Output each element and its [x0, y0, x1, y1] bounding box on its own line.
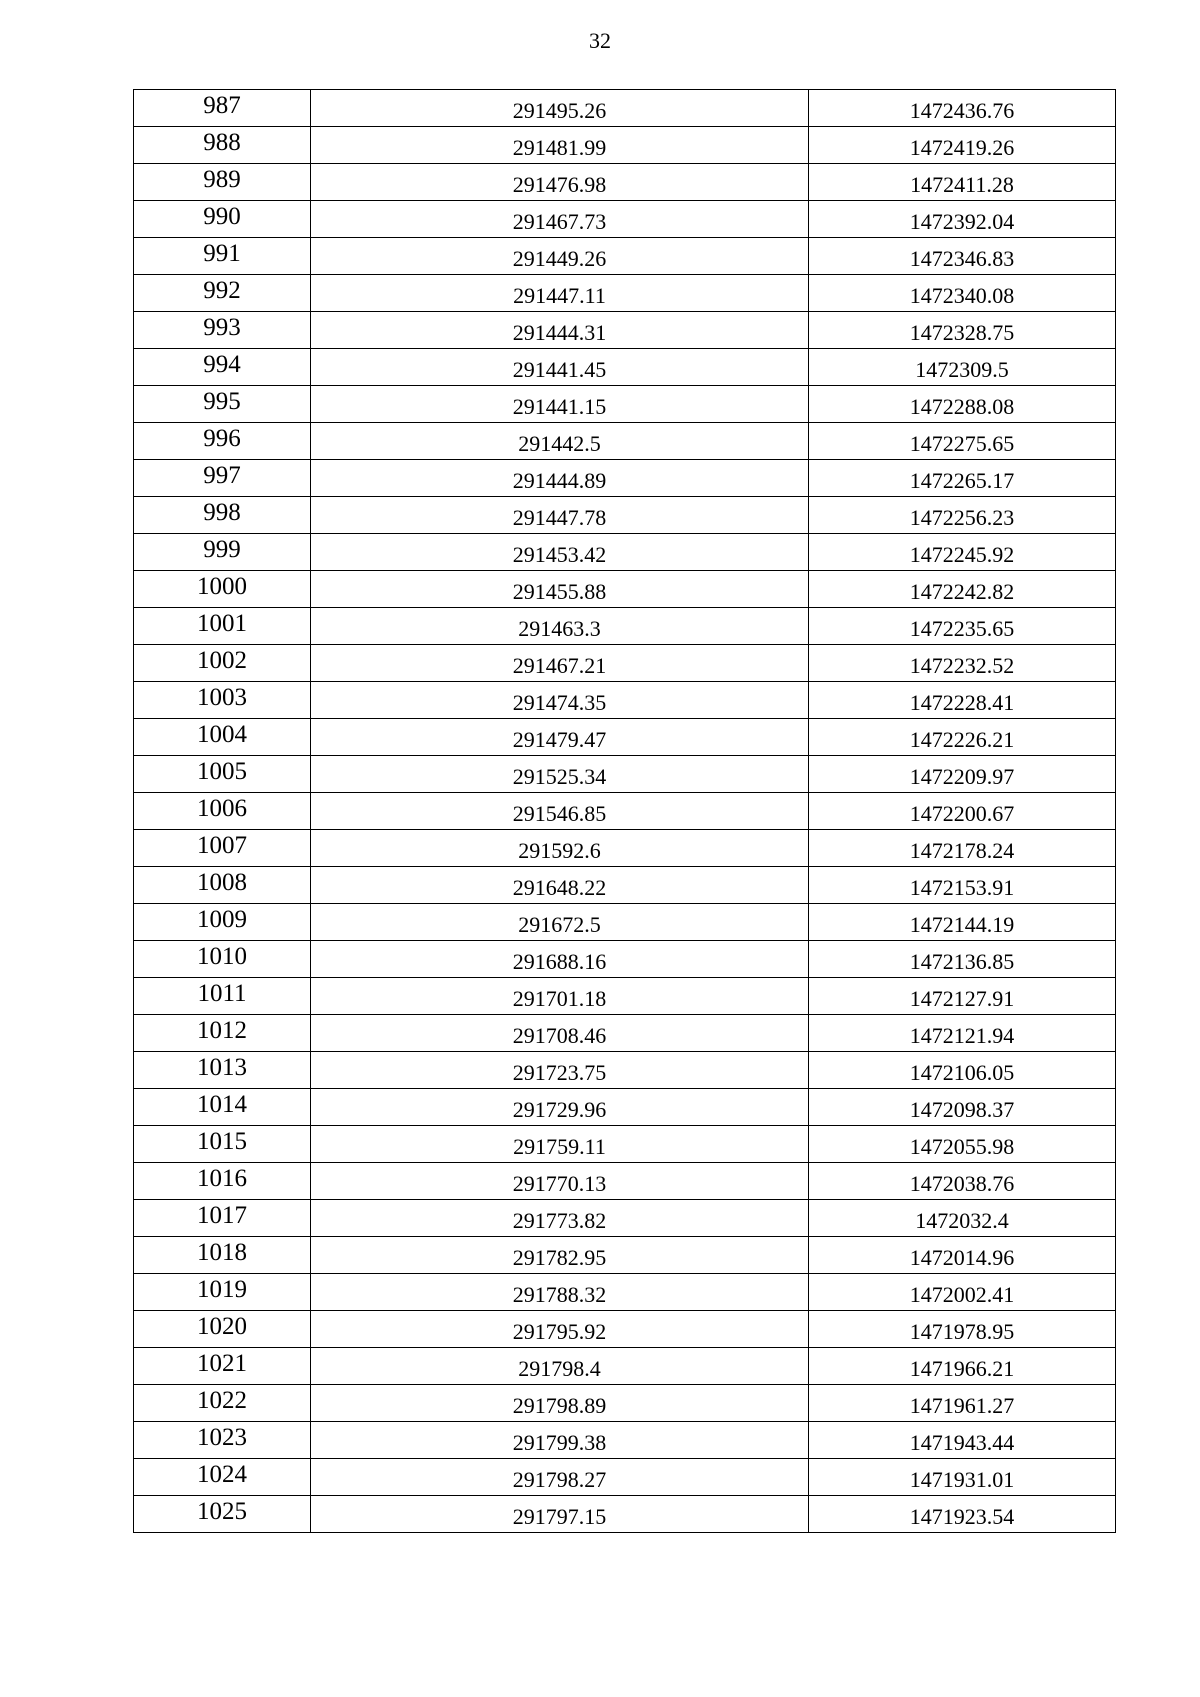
x-coordinate-cell: 291546.85: [311, 793, 809, 830]
point-number-cell: 989: [134, 164, 311, 201]
x-coordinate-cell: 291481.99: [311, 127, 809, 164]
x-coordinate-cell: 291467.21: [311, 645, 809, 682]
point-number-cell: 1013: [134, 1052, 311, 1089]
x-coordinate-cell: 291799.38: [311, 1422, 809, 1459]
point-number-cell: 1012: [134, 1015, 311, 1052]
y-coordinate-cell: 1471961.27: [809, 1385, 1116, 1422]
y-coordinate-cell: 1472411.28: [809, 164, 1116, 201]
x-coordinate-cell: 291759.11: [311, 1126, 809, 1163]
y-coordinate-cell: 1472232.52: [809, 645, 1116, 682]
table-row: [134, 460, 1116, 497]
y-coordinate-cell: 1472265.17: [809, 460, 1116, 497]
x-coordinate-cell: 291525.34: [311, 756, 809, 793]
point-number-cell: 1005: [134, 756, 311, 793]
point-number-cell: 1003: [134, 682, 311, 719]
x-coordinate-cell: 291782.95: [311, 1237, 809, 1274]
table-row: [134, 1237, 1116, 1274]
x-coordinate-cell: 291770.13: [311, 1163, 809, 1200]
table-row: [134, 1163, 1116, 1200]
point-number-cell: 1024: [134, 1459, 311, 1496]
point-number-cell: 1019: [134, 1274, 311, 1311]
y-coordinate-cell: 1471978.95: [809, 1311, 1116, 1348]
point-number-cell: 1011: [134, 978, 311, 1015]
y-coordinate-cell: 1472153.91: [809, 867, 1116, 904]
y-coordinate-cell: 1472392.04: [809, 201, 1116, 238]
table-row: [134, 164, 1116, 201]
y-coordinate-cell: 1472436.76: [809, 90, 1116, 127]
x-coordinate-cell: 291441.45: [311, 349, 809, 386]
x-coordinate-cell: 291773.82: [311, 1200, 809, 1237]
x-coordinate-cell: 291442.5: [311, 423, 809, 460]
table-row: [134, 645, 1116, 682]
point-number-cell: 1006: [134, 793, 311, 830]
table-row: [134, 275, 1116, 312]
point-number-cell: 999: [134, 534, 311, 571]
x-coordinate-cell: 291474.35: [311, 682, 809, 719]
point-number-cell: 1021: [134, 1348, 311, 1385]
coordinates-table-body: [134, 90, 1116, 1533]
x-coordinate-cell: 291798.27: [311, 1459, 809, 1496]
table-row: [134, 941, 1116, 978]
y-coordinate-cell: 1471923.54: [809, 1496, 1116, 1533]
point-number-cell: 995: [134, 386, 311, 423]
x-coordinate-cell: 291723.75: [311, 1052, 809, 1089]
point-number-cell: 1001: [134, 608, 311, 645]
x-coordinate-cell: 291592.6: [311, 830, 809, 867]
x-coordinate-cell: 291795.92: [311, 1311, 809, 1348]
point-number-cell: 1014: [134, 1089, 311, 1126]
y-coordinate-cell: 1472002.41: [809, 1274, 1116, 1311]
y-coordinate-cell: 1472127.91: [809, 978, 1116, 1015]
table-row: [134, 1126, 1116, 1163]
point-number-cell: 1022: [134, 1385, 311, 1422]
y-coordinate-cell: 1472340.08: [809, 275, 1116, 312]
point-number-cell: 1004: [134, 719, 311, 756]
x-coordinate-cell: 291479.47: [311, 719, 809, 756]
x-coordinate-cell: 291495.26: [311, 90, 809, 127]
point-number-cell: 1023: [134, 1422, 311, 1459]
table-row: [134, 1385, 1116, 1422]
y-coordinate-cell: 1472226.21: [809, 719, 1116, 756]
point-number-cell: 1016: [134, 1163, 311, 1200]
y-coordinate-cell: 1472228.41: [809, 682, 1116, 719]
x-coordinate-cell: 291701.18: [311, 978, 809, 1015]
point-number-cell: 1015: [134, 1126, 311, 1163]
table-row: [134, 497, 1116, 534]
y-coordinate-cell: 1471966.21: [809, 1348, 1116, 1385]
y-coordinate-cell: 1471931.01: [809, 1459, 1116, 1496]
y-coordinate-cell: 1472032.4: [809, 1200, 1116, 1237]
table-row: [134, 571, 1116, 608]
x-coordinate-cell: 291444.89: [311, 460, 809, 497]
table-row: [134, 756, 1116, 793]
table-row: [134, 534, 1116, 571]
table-row: [134, 1459, 1116, 1496]
x-coordinate-cell: 291729.96: [311, 1089, 809, 1126]
x-coordinate-cell: 291453.42: [311, 534, 809, 571]
table-row: [134, 904, 1116, 941]
table-row: [134, 793, 1116, 830]
x-coordinate-cell: 291449.26: [311, 238, 809, 275]
y-coordinate-cell: 1472242.82: [809, 571, 1116, 608]
table-row: [134, 127, 1116, 164]
y-coordinate-cell: 1472200.67: [809, 793, 1116, 830]
table-row: [134, 867, 1116, 904]
y-coordinate-cell: 1472309.5: [809, 349, 1116, 386]
table-row: [134, 719, 1116, 756]
point-number-cell: 1007: [134, 830, 311, 867]
table-row: [134, 349, 1116, 386]
y-coordinate-cell: 1472014.96: [809, 1237, 1116, 1274]
x-coordinate-cell: 291648.22: [311, 867, 809, 904]
x-coordinate-cell: 291788.32: [311, 1274, 809, 1311]
x-coordinate-cell: 291467.73: [311, 201, 809, 238]
point-number-cell: 992: [134, 275, 311, 312]
y-coordinate-cell: 1472136.85: [809, 941, 1116, 978]
table-row: [134, 1274, 1116, 1311]
y-coordinate-cell: 1471943.44: [809, 1422, 1116, 1459]
y-coordinate-cell: 1472256.23: [809, 497, 1116, 534]
x-coordinate-cell: 291672.5: [311, 904, 809, 941]
table-row: [134, 312, 1116, 349]
point-number-cell: 996: [134, 423, 311, 460]
table-row: [134, 1052, 1116, 1089]
table-row: [134, 1311, 1116, 1348]
table-row: [134, 238, 1116, 275]
point-number-cell: 990: [134, 201, 311, 238]
point-number-cell: 997: [134, 460, 311, 497]
y-coordinate-cell: 1472055.98: [809, 1126, 1116, 1163]
y-coordinate-cell: 1472098.37: [809, 1089, 1116, 1126]
table-row: [134, 201, 1116, 238]
y-coordinate-cell: 1472038.76: [809, 1163, 1116, 1200]
table-row: [134, 1089, 1116, 1126]
point-number-cell: 994: [134, 349, 311, 386]
point-number-cell: 1018: [134, 1237, 311, 1274]
point-number-cell: 1020: [134, 1311, 311, 1348]
y-coordinate-cell: 1472178.24: [809, 830, 1116, 867]
y-coordinate-cell: 1472288.08: [809, 386, 1116, 423]
table-row: [134, 386, 1116, 423]
coordinates-table: [133, 89, 1116, 1533]
x-coordinate-cell: 291688.16: [311, 941, 809, 978]
point-number-cell: 1010: [134, 941, 311, 978]
point-number-cell: 1009: [134, 904, 311, 941]
y-coordinate-cell: 1472121.94: [809, 1015, 1116, 1052]
y-coordinate-cell: 1472328.75: [809, 312, 1116, 349]
y-coordinate-cell: 1472106.05: [809, 1052, 1116, 1089]
x-coordinate-cell: 291708.46: [311, 1015, 809, 1052]
x-coordinate-cell: 291444.31: [311, 312, 809, 349]
table-row: [134, 608, 1116, 645]
point-number-cell: 993: [134, 312, 311, 349]
point-number-cell: 998: [134, 497, 311, 534]
table-row: [134, 1422, 1116, 1459]
point-number-cell: 991: [134, 238, 311, 275]
page-number: 32: [589, 28, 611, 53]
y-coordinate-cell: 1472346.83: [809, 238, 1116, 275]
point-number-cell: 1002: [134, 645, 311, 682]
x-coordinate-cell: 291798.4: [311, 1348, 809, 1385]
point-number-cell: 1025: [134, 1496, 311, 1533]
table-row: [134, 1015, 1116, 1052]
x-coordinate-cell: 291798.89: [311, 1385, 809, 1422]
table-row: [134, 682, 1116, 719]
y-coordinate-cell: 1472209.97: [809, 756, 1116, 793]
table-row: [134, 978, 1116, 1015]
table-row: [134, 90, 1116, 127]
y-coordinate-cell: 1472245.92: [809, 534, 1116, 571]
x-coordinate-cell: 291441.15: [311, 386, 809, 423]
y-coordinate-cell: 1472419.26: [809, 127, 1116, 164]
point-number-cell: 987: [134, 90, 311, 127]
table-row: [134, 1496, 1116, 1533]
x-coordinate-cell: 291797.15: [311, 1496, 809, 1533]
y-coordinate-cell: 1472144.19: [809, 904, 1116, 941]
y-coordinate-cell: 1472275.65: [809, 423, 1116, 460]
y-coordinate-cell: 1472235.65: [809, 608, 1116, 645]
x-coordinate-cell: 291463.3: [311, 608, 809, 645]
x-coordinate-cell: 291447.78: [311, 497, 809, 534]
table-row: [134, 830, 1116, 867]
x-coordinate-cell: 291447.11: [311, 275, 809, 312]
table-row: [134, 1200, 1116, 1237]
point-number-cell: 1000: [134, 571, 311, 608]
table-row: [134, 423, 1116, 460]
point-number-cell: 1008: [134, 867, 311, 904]
point-number-cell: 988: [134, 127, 311, 164]
x-coordinate-cell: 291455.88: [311, 571, 809, 608]
x-coordinate-cell: 291476.98: [311, 164, 809, 201]
point-number-cell: 1017: [134, 1200, 311, 1237]
table-row: [134, 1348, 1116, 1385]
